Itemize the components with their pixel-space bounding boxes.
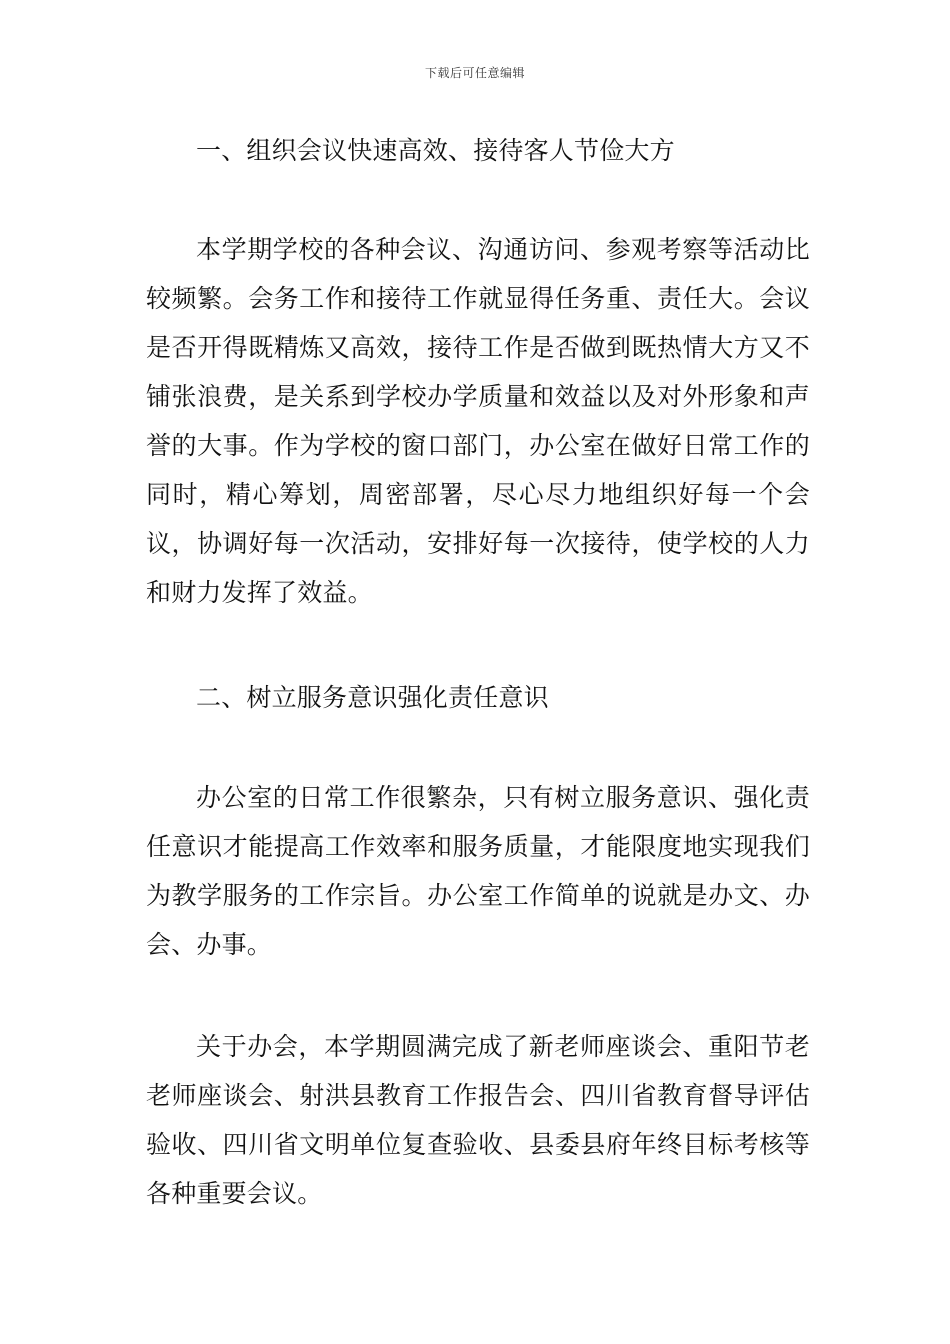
section2-paragraph-1: 办公室的日常工作很繁杂，只有树立服务意识、强化责任意识才能提高工作效率和服务质量，才能限度地实现我们为教学服务的工作宗旨。办公室工作简单的说就是办文、办会、办事。 (146, 783, 810, 959)
section1-heading: 一、组织会议快速高效、接待客人节俭大方 (196, 136, 675, 165)
section2-paragraph-2: 关于办会，本学期圆满完成了新老师座谈会、重阳节老老师座谈会、射洪县教育工作报告会、四川省教育督导评估验收、四川省文明单位复查验收、县委县府年终目标考核等各种重要会议。 (146, 1032, 810, 1208)
section2-heading: 二、树立服务意识强化责任意识 (196, 683, 549, 712)
section1-paragraph: 本学期学校的各种会议、沟通访问、参观考察等活动比较频繁。会务工作和接待工作就显得任务重、责任大。会议是否开得既精炼又高效，接待工作是否做到既热情大方又不铺张浪费，是关系到学校办学质量和效益以及对外形象和声誉的大事。作为学校的窗口部门，办公室在做好日常工作的同时，精心筹划，周密部署，尽心尽力地组织好每一个会议，协调好每一次活动，安排好每一次接待，使学校的人力和财力发挥了效益。 (146, 235, 810, 607)
page-header: 下载后可任意编辑 (424, 66, 525, 80)
